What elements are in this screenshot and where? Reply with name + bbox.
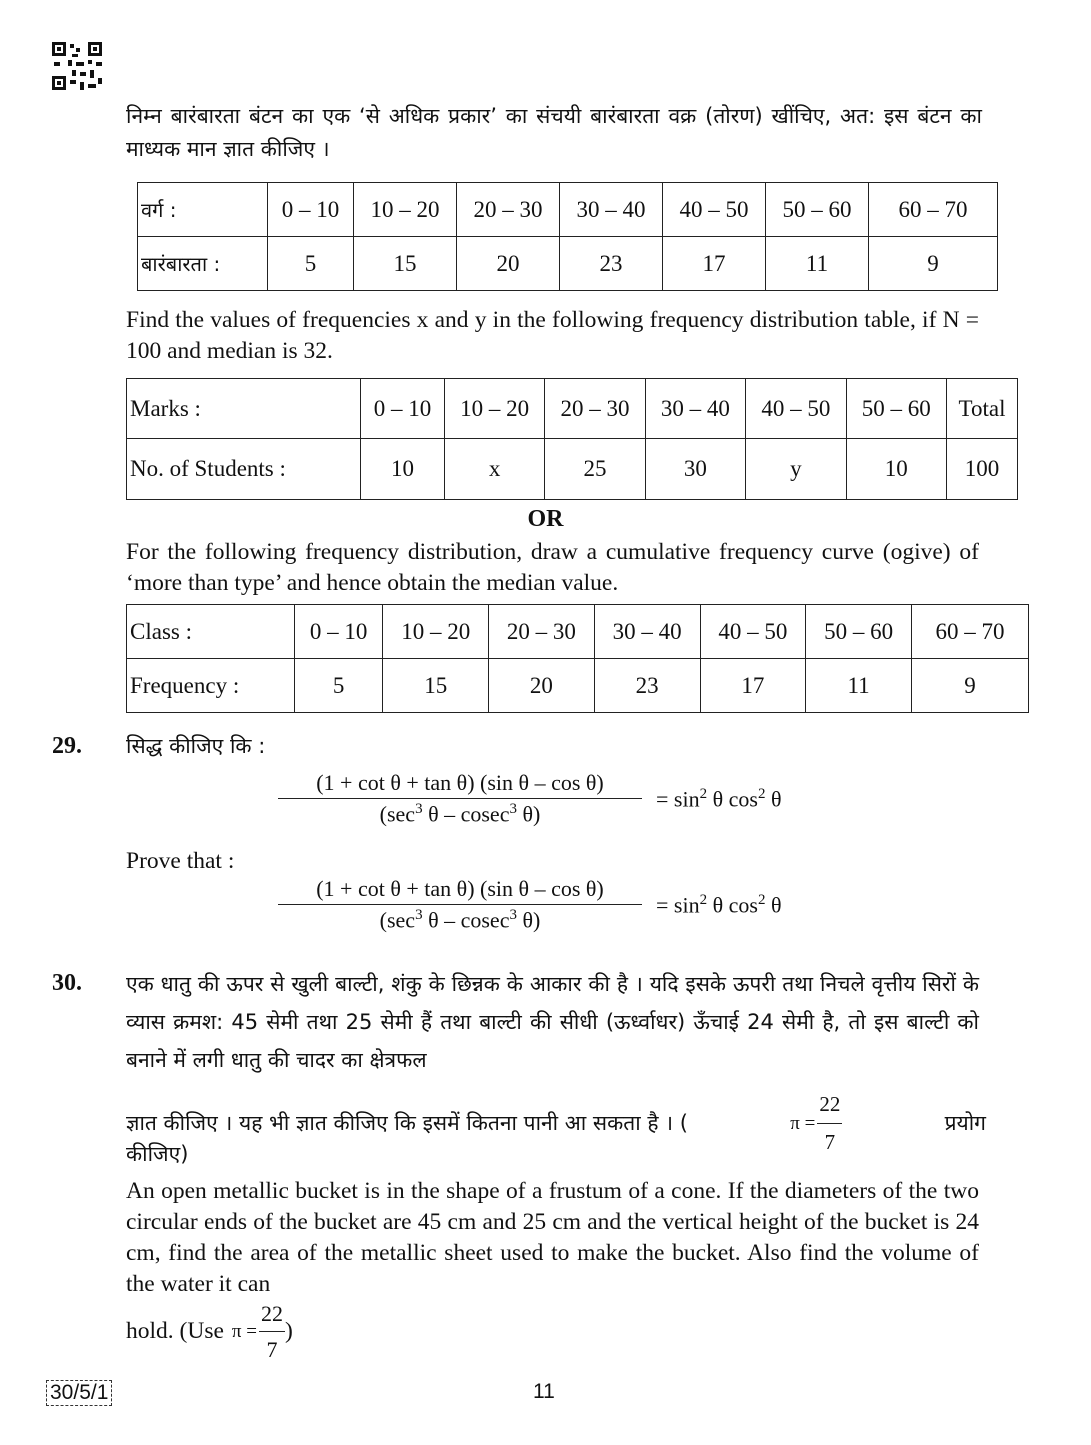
class-cell: 30 – 40 <box>594 605 700 659</box>
students-label: No. of Students : <box>127 439 361 500</box>
frequency-cell: 20 <box>457 237 560 291</box>
or-separator: OR <box>527 506 564 532</box>
equation-denominator: ($\sec^3$ θ – cosec$^3$ θ) <box>379 801 541 827</box>
class-cell: 40 – 50 <box>663 183 766 237</box>
frequency-cell: 17 <box>700 659 806 713</box>
q29-hindi-intro: सिद्ध कीजिए कि : <box>126 734 266 758</box>
q28-or-text: For the following frequency distribution, draw a cumulative frequency curve (ogive) of ‘more than type’ and hence obtain the median value. <box>126 539 979 596</box>
class-cell: 50 – 60 <box>766 183 869 237</box>
q28-english-text: Find the values of frequencies x and y in the following frequency distribution table, if N = 100 and median is 32. <box>126 307 979 364</box>
q29-equation-hindi <box>278 770 782 827</box>
page-number: 11 <box>533 1380 555 1403</box>
qr-code-icon <box>52 42 102 90</box>
q28-hindi-text: निम्न बारंबारता बंटन का एक ‘से अधिक प्रकार’ का संचयी बारंबारता वक्र (तोरण) खींचिए, अत: इस बंटन का माध्यक मान ज्ञात कीजिए । <box>126 104 982 161</box>
students-cell: 25 <box>545 439 645 500</box>
students-cell: 100 <box>947 439 1018 500</box>
frequency-cell: 9 <box>869 237 998 291</box>
hindi-frequency-label: बारंबारता : <box>138 237 268 291</box>
frequency-label: Frequency : <box>127 659 295 713</box>
q30-hindi-line4: ज्ञात कीजिए । यह भी ज्ञात कीजिए कि इसमें कितना पानी आ सकता है । ( π = $\frac{22}{7}$ प्रयोग <box>126 1088 986 1159</box>
students-cell: 10 <box>361 439 445 500</box>
class-cell: 60 – 70 <box>869 183 998 237</box>
frequency-cell: 17 <box>663 237 766 291</box>
marks-cell: 30 – 40 <box>645 379 745 439</box>
class-cell: 20 – 30 <box>489 605 595 659</box>
class-frequency-table <box>126 604 1029 713</box>
frequency-cell: 11 <box>766 237 869 291</box>
equation-rhs: = $\sin^2 \theta$ $\cos^2 \theta$ <box>656 891 782 917</box>
class-cell: 30 – 40 <box>560 183 663 237</box>
hindi-class-label: वर्ग : <box>138 183 268 237</box>
class-cell: 50 – 60 <box>806 605 912 659</box>
frequency-cell: 5 <box>268 237 354 291</box>
students-cell: y <box>746 439 846 500</box>
q29-english-intro: Prove that : <box>126 848 235 874</box>
q29-equation-english <box>278 876 782 933</box>
frequency-cell: 11 <box>806 659 912 713</box>
q30-english-end: hold. (Use π = $\frac{22}{7}$ ) <box>126 1298 293 1365</box>
marks-cell: 0 – 10 <box>361 379 445 439</box>
frequency-cell: 5 <box>295 659 383 713</box>
marks-label: Marks : <box>127 379 361 439</box>
class-cell: 0 – 10 <box>268 183 354 237</box>
marks-cell: 50 – 60 <box>846 379 946 439</box>
q30-hindi-end: कीजिए) <box>126 1142 189 1166</box>
frequency-cell: 15 <box>354 237 457 291</box>
equation-numerator: (1 + cot θ + tan θ) (sin θ – cos θ) <box>278 770 642 799</box>
frequency-cell: 23 <box>594 659 700 713</box>
class-cell: 60 – 70 <box>912 605 1029 659</box>
class-cell: 10 – 20 <box>383 605 489 659</box>
marks-cell: 20 – 30 <box>545 379 645 439</box>
question-number-29: 29. <box>52 733 82 759</box>
q30-english-text: An open metallic bucket is in the shape of a frustum of a cone. If the diameters of the two circular ends of the bucket are 45 cm and 25 cm and the vertical height of the bucket is 24 cm, find the area of the metallic sheet used to make the bucket. Also find the volume of the water it can <box>126 1178 979 1297</box>
students-cell: x <box>444 439 544 500</box>
marks-cell: Total <box>947 379 1018 439</box>
q30-hindi-text: एक धातु की ऊपर से खुली बाल्टी, शंकु के छिन्नक के आकार की है । यदि इसके ऊपरी तथा निचले वृत्तीय सिरों के व्यास क्रमश: 45 सेमी तथा 25 सेमी हैं तथा बाल्टी की सीधी (ऊर्ध्वाधर) ऊँचाई 24 सेमी है, तो इस बाल्टी को बनाने में लगी धातु की चादर का क्षेत्रफल <box>126 972 979 1072</box>
question-number-30: 30. <box>52 970 82 996</box>
equation-denominator: ($\sec^3$ θ – cosec$^3$ θ) <box>379 907 541 933</box>
frequency-cell: 20 <box>489 659 595 713</box>
equation-numerator: (1 + cot θ + tan θ) (sin θ – cos θ) <box>278 876 642 905</box>
frequency-cell: 9 <box>912 659 1029 713</box>
class-cell: 20 – 30 <box>457 183 560 237</box>
marks-cell: 40 – 50 <box>746 379 846 439</box>
equation-rhs: = $\sin^2 \theta$ $\cos^2 \theta$ <box>656 785 782 811</box>
paper-code: 30/5/1 <box>46 1380 112 1406</box>
marks-cell: 10 – 20 <box>444 379 544 439</box>
frequency-cell: 23 <box>560 237 663 291</box>
class-cell: 40 – 50 <box>700 605 806 659</box>
frequency-cell: 15 <box>383 659 489 713</box>
class-cell: 0 – 10 <box>295 605 383 659</box>
students-cell: 10 <box>846 439 946 500</box>
class-label: Class : <box>127 605 295 659</box>
students-cell: 30 <box>645 439 745 500</box>
hindi-frequency-table <box>137 182 998 291</box>
class-cell: 10 – 20 <box>354 183 457 237</box>
marks-table <box>126 378 1018 500</box>
